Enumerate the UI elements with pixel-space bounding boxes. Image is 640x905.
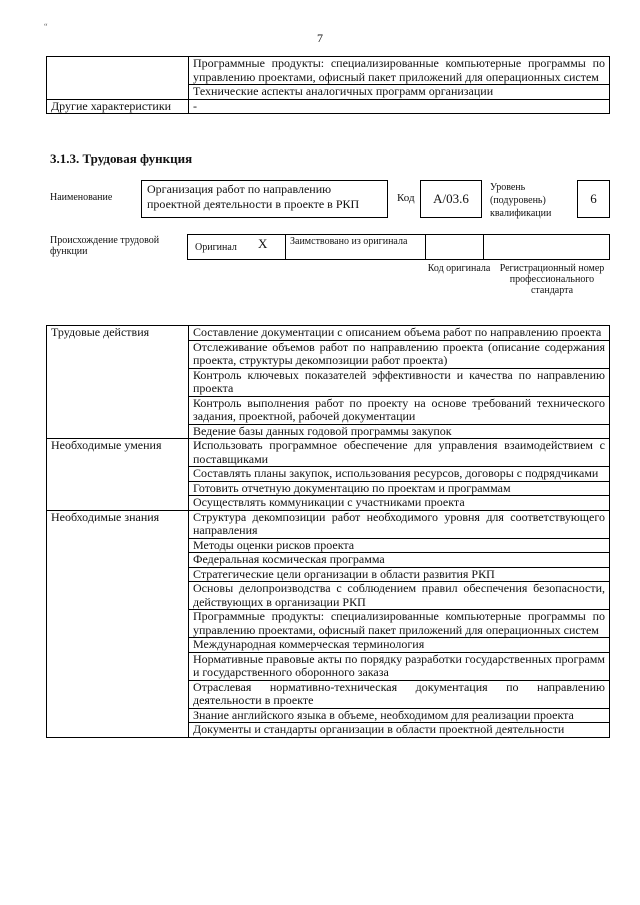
table-row: [47, 57, 610, 85]
item-text: Использовать программное обеспечение для управления взаимодействием с поставщиками: [189, 439, 610, 467]
name-label: Наименование: [50, 192, 113, 203]
row-text: Программные продукты: специализированные компьютерные программы по управлению проектами, офисный пакет приложений для операционных систем: [189, 57, 610, 85]
group-required-knowledge: [47, 510, 610, 737]
function-name: Организация работ по направлению проектной деятельности в проекте в РКП: [141, 180, 388, 218]
item-text: Отслеживание объемов работ по направлению проекта (описание содержания проекта, структуры декомпозиции работ проекта): [189, 340, 610, 368]
row-text: -: [189, 99, 610, 114]
item-text: Федеральная космическая программа: [189, 553, 610, 568]
function-details-table: [46, 325, 610, 738]
item-text: Готовить отчетную документацию по проектам и программам: [189, 481, 610, 496]
origin-label: Происхождение трудовой функции: [50, 235, 160, 257]
reg-number-cell: [484, 235, 609, 259]
item-text: Составлять планы закупок, использования ресурсов, договоры с подрядчиками: [189, 467, 610, 482]
reg-number-caption: Регистрационный номер профессионального стандарта: [499, 263, 605, 296]
code-original-caption: Код оригинала: [427, 263, 491, 274]
item-text: Отраслевая нормативно-техническая документация по направлению деятельности в проекте: [189, 680, 610, 708]
table-row: [47, 99, 610, 114]
group-labor-actions: [47, 326, 610, 439]
borrowed-label: Заимствовано из оригинала: [286, 235, 426, 259]
item-text: Стратегические цели организации в области развития РКП: [189, 567, 610, 582]
item-text: Структура декомпозиции работ необходимого уровня для соответствующего направления: [189, 510, 610, 538]
table-row: [47, 439, 610, 467]
item-text: Контроль выполнения работ по проекту на основе требований технического задания, проектной, рабочей документации: [189, 396, 610, 424]
row-label: Другие характеристики: [47, 99, 189, 114]
qualification-level-value: 6: [577, 180, 610, 218]
original-label: Оригинал: [195, 242, 237, 253]
original-mark: X: [258, 236, 268, 251]
original-cell: [188, 235, 286, 259]
item-text: Основы делопроизводства с соблюдением правил обеспечения безопасности, действующих в организации РКП: [189, 582, 610, 610]
top-characteristics-table: [46, 56, 610, 114]
scan-mark: “: [44, 22, 48, 31]
code-original-cell: [426, 235, 484, 259]
code-label: Код: [397, 192, 415, 204]
table-row: [47, 510, 610, 538]
group-label: Необходимые знания: [47, 510, 189, 737]
item-text: Знание английского языка в объеме, необходимом для реализации проекта: [189, 708, 610, 723]
item-text: Международная коммерческая терминология: [189, 638, 610, 653]
row-text: Технические аспекты аналогичных программ организации: [189, 85, 610, 100]
page-number: 7: [317, 31, 323, 45]
group-required-skills: [47, 439, 610, 511]
item-text: Нормативные правовые акты по порядку разработки государственных программ и государственного оборонного заказа: [189, 652, 610, 680]
qualification-level-label: Уровень (подуровень) квалификации: [490, 182, 552, 219]
item-text: Осуществлять коммуникации с участниками проекта: [189, 496, 610, 511]
item-text: Программные продукты: специализированные компьютерные программы по управлению проектами, офисный пакет приложений для операционных систем: [189, 610, 610, 638]
section-heading: 3.1.3. Трудовая функция: [50, 151, 193, 166]
item-text: Контроль ключевых показателей эффективности и качества по направлению проекта: [189, 368, 610, 396]
row-label: [47, 57, 189, 100]
group-label: Необходимые умения: [47, 439, 189, 511]
group-label: Трудовые действия: [47, 326, 189, 439]
origin-table: [187, 234, 610, 260]
item-text: Составление документации с описанием объема работ по направлению проекта: [189, 326, 610, 341]
item-text: Ведение базы данных годовой программы закупок: [189, 424, 610, 439]
table-row: [47, 326, 610, 341]
function-code: А/03.6: [420, 180, 482, 218]
item-text: Методы оценки рисков проекта: [189, 538, 610, 553]
item-text: Документы и стандарты организации в области проектной деятельности: [189, 723, 610, 738]
